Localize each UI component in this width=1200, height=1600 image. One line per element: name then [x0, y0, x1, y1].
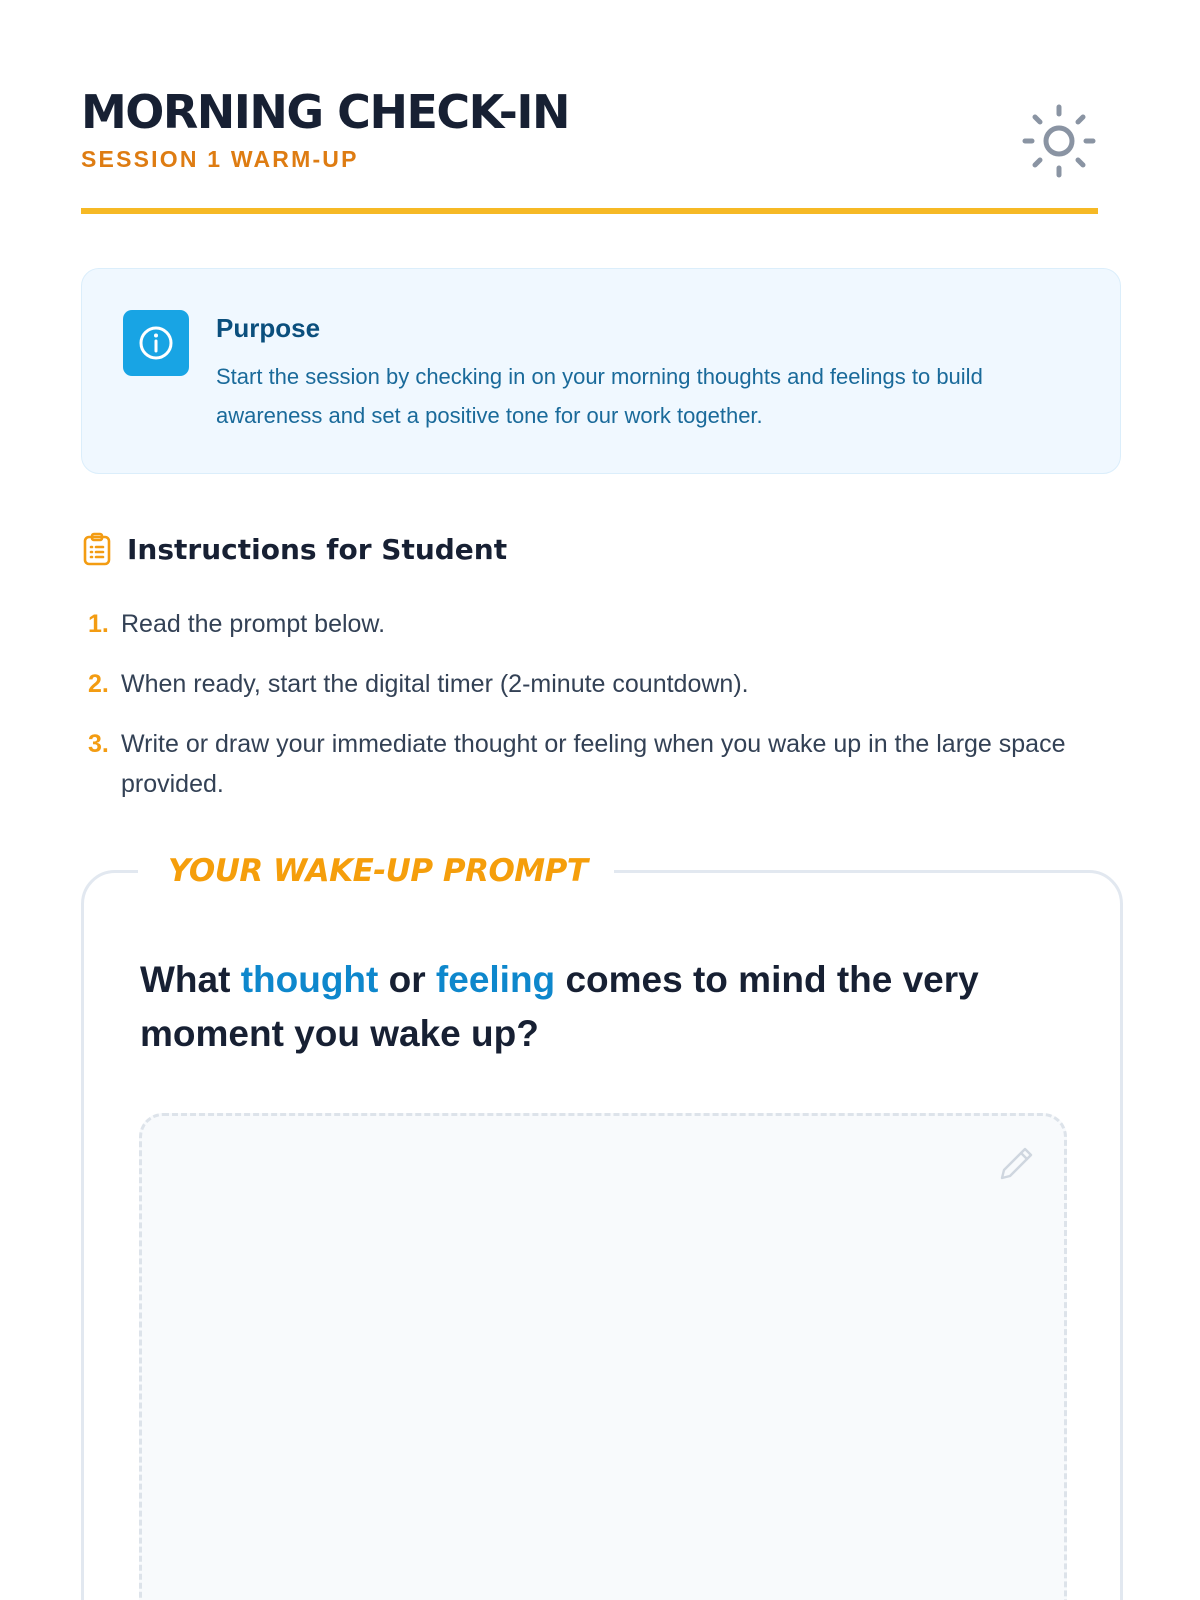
pencil-icon	[998, 1144, 1036, 1182]
clipboard-icon	[81, 532, 113, 566]
page-subtitle: SESSION 1 WARM-UP	[81, 146, 359, 172]
info-icon	[123, 310, 189, 376]
prompt-box	[81, 853, 1123, 1600]
prompt-question	[140, 953, 1040, 1061]
question-highlight-thought: thought	[240, 959, 379, 1000]
step-number: 2.	[88, 670, 109, 698]
question-text: comes to mind the very moment you wake up?	[140, 959, 979, 1054]
step-text: When ready, start the digital timer (2-minute countdown).	[121, 670, 749, 698]
answer-area[interactable]	[139, 1113, 1067, 1600]
instructions-list	[88, 604, 1118, 824]
question-highlight-feeling: feeling	[435, 959, 556, 1000]
step-text: Read the prompt below.	[121, 610, 386, 638]
instructions-heading: Instructions for Student	[127, 532, 508, 566]
header	[81, 0, 1098, 214]
question-text: What	[140, 959, 241, 1000]
step-text: Write or draw your immediate thought or feeling when you wake up in the large space provided.	[121, 730, 1066, 798]
page-title: MORNING CHECK-IN	[81, 85, 569, 139]
instruction-step	[88, 604, 1118, 644]
sun-icon	[1020, 102, 1098, 180]
instruction-step	[88, 664, 1118, 704]
instructions-title	[81, 532, 507, 566]
purpose-heading: Purpose	[216, 313, 321, 343]
step-number: 1.	[88, 610, 109, 638]
purpose-text: Start the session by checking in on your morning thoughts and feelings to build awareness and set a positive tone for our work together.	[216, 364, 983, 428]
instruction-step	[88, 724, 1118, 804]
question-text: or	[378, 959, 436, 1000]
step-number: 3.	[88, 730, 109, 758]
prompt-legend: YOUR WAKE-UP PROMPT	[138, 851, 614, 891]
purpose-card	[81, 268, 1121, 474]
